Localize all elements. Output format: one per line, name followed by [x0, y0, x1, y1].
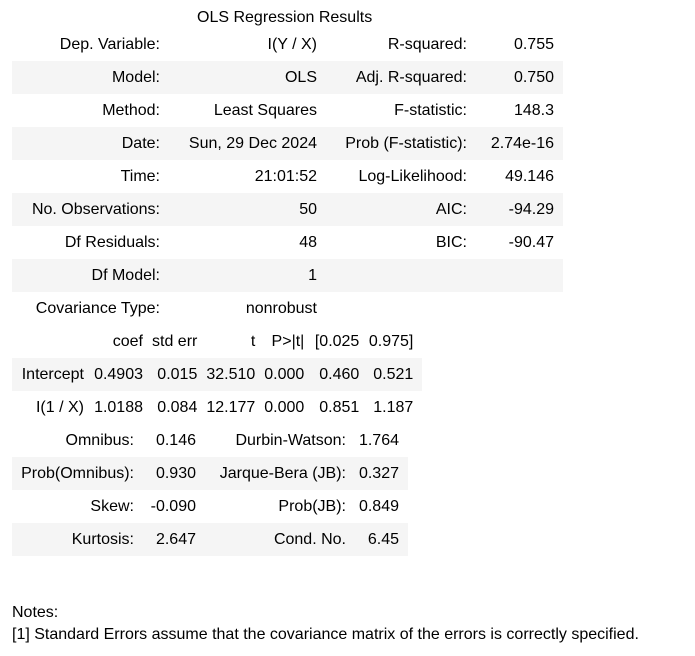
summary-label: Model:	[12, 61, 169, 94]
summary-value: 49.146	[505, 168, 554, 185]
column-header: t	[250, 333, 256, 350]
table-row	[12, 523, 408, 556]
coef-value: 1.0188	[94, 399, 143, 416]
table-row	[12, 358, 422, 391]
diagnostic-value: 0.930	[143, 457, 205, 490]
table-row	[12, 457, 408, 490]
diagnostic-label: Kurtosis:	[12, 523, 143, 556]
summary-label: Time:	[120, 168, 160, 185]
summary-label: Covariance Type:	[35, 300, 160, 317]
summary-value	[476, 259, 563, 292]
table-row	[12, 193, 563, 226]
column-header: P>|t|	[271, 333, 305, 350]
term-name: I(1 / X)	[35, 399, 84, 416]
diagnostic-label: Durbin-Watson:	[235, 432, 346, 449]
table-row	[12, 226, 563, 259]
diagnostic-label: Jarque-Bera (JB):	[205, 457, 355, 490]
summary-label: BIC:	[435, 234, 467, 251]
diagnostic-value: 0.849	[358, 498, 399, 515]
diagnostic-value: -0.090	[150, 498, 196, 515]
summary-value: 1	[169, 259, 326, 292]
table-title: OLS Regression Results	[197, 9, 373, 26]
t-value: 12.177	[206, 399, 256, 416]
coef-value: 0.4903	[93, 358, 152, 391]
column-header: [0.025	[314, 333, 360, 350]
column-header: coef	[112, 333, 143, 350]
summary-label: F-statistic:	[394, 102, 467, 119]
diagnostics-table	[12, 424, 408, 556]
summary-value: Sun, 29 Dec 2024	[169, 127, 326, 160]
diagnostic-value: 6.45	[355, 523, 408, 556]
summary-label: Adj. R-squared:	[326, 61, 476, 94]
summary-label: Log-Likelihood:	[358, 168, 467, 185]
summary-value: 48	[299, 234, 317, 251]
table-row	[12, 160, 563, 193]
diagnostic-value: 1.764	[358, 432, 399, 449]
summary-label: Dep. Variable:	[59, 36, 160, 53]
ci-upper-value: 0.521	[368, 358, 422, 391]
diagnostic-label: Cond. No.	[205, 523, 355, 556]
summary-value: -94.29	[476, 193, 563, 226]
column-header: std err	[152, 333, 198, 350]
diagnostic-label: Prob(Omnibus):	[12, 457, 143, 490]
table-row	[12, 292, 563, 325]
note-item: [1] Standard Errors assume that the covariance matrix of the errors is correctly specified.	[12, 626, 639, 643]
notes-heading: Notes:	[12, 604, 59, 621]
table-row	[12, 61, 563, 94]
std-err-value: 0.084	[157, 399, 198, 416]
diagnostic-label: Omnibus:	[65, 432, 134, 449]
summary-label: Prob (F-statistic):	[326, 127, 476, 160]
p-value: 0.000	[264, 399, 305, 416]
summary-label: AIC:	[326, 193, 476, 226]
diagnostic-label: Prob(JB):	[278, 498, 346, 515]
column-header	[12, 325, 93, 358]
table-row	[12, 94, 563, 127]
ci-upper-value: 1.187	[373, 399, 414, 416]
table-row	[12, 391, 422, 424]
summary-value: nonrobust	[245, 300, 317, 317]
diagnostic-value: 0.146	[155, 432, 196, 449]
table-row	[12, 28, 563, 61]
summary-label: Date:	[12, 127, 169, 160]
t-value: 32.510	[206, 358, 264, 391]
coefficients-table	[12, 325, 422, 424]
ci-lower-value: 0.851	[319, 399, 360, 416]
summary-value: 0.750	[476, 61, 563, 94]
diagnostic-value: 0.327	[355, 457, 408, 490]
summary-value: 0.755	[513, 36, 554, 53]
summary-value: 50	[169, 193, 326, 226]
summary-value: I(Y / X)	[267, 36, 317, 53]
table-row	[12, 259, 563, 292]
table-row	[12, 127, 563, 160]
summary-label: Method:	[102, 102, 160, 119]
table-row	[12, 490, 408, 523]
summary-value: 148.3	[513, 102, 554, 119]
std-err-value: 0.015	[152, 358, 206, 391]
summary-label	[326, 292, 476, 325]
summary-label: Df Residuals:	[64, 234, 160, 251]
summary-label: R-squared:	[387, 36, 467, 53]
summary-value: Least Squares	[213, 102, 317, 119]
summary-value: -90.47	[508, 234, 554, 251]
column-header: 0.975]	[368, 333, 414, 350]
p-value: 0.000	[264, 358, 313, 391]
summary-value: 21:01:52	[254, 168, 317, 185]
summary-value: 2.74e-16	[476, 127, 563, 160]
model-summary-table	[12, 28, 563, 325]
summary-value	[476, 292, 563, 325]
summary-label	[326, 259, 476, 292]
diagnostic-label: Skew:	[90, 498, 134, 515]
term-name: Intercept	[12, 358, 93, 391]
ci-lower-value: 0.460	[313, 358, 368, 391]
table-row	[12, 424, 408, 457]
notes-section	[12, 602, 639, 646]
summary-label: Df Model:	[12, 259, 169, 292]
table-header-row	[12, 325, 422, 358]
summary-value: OLS	[169, 61, 326, 94]
summary-label: No. Observations:	[12, 193, 169, 226]
diagnostic-value: 2.647	[143, 523, 205, 556]
